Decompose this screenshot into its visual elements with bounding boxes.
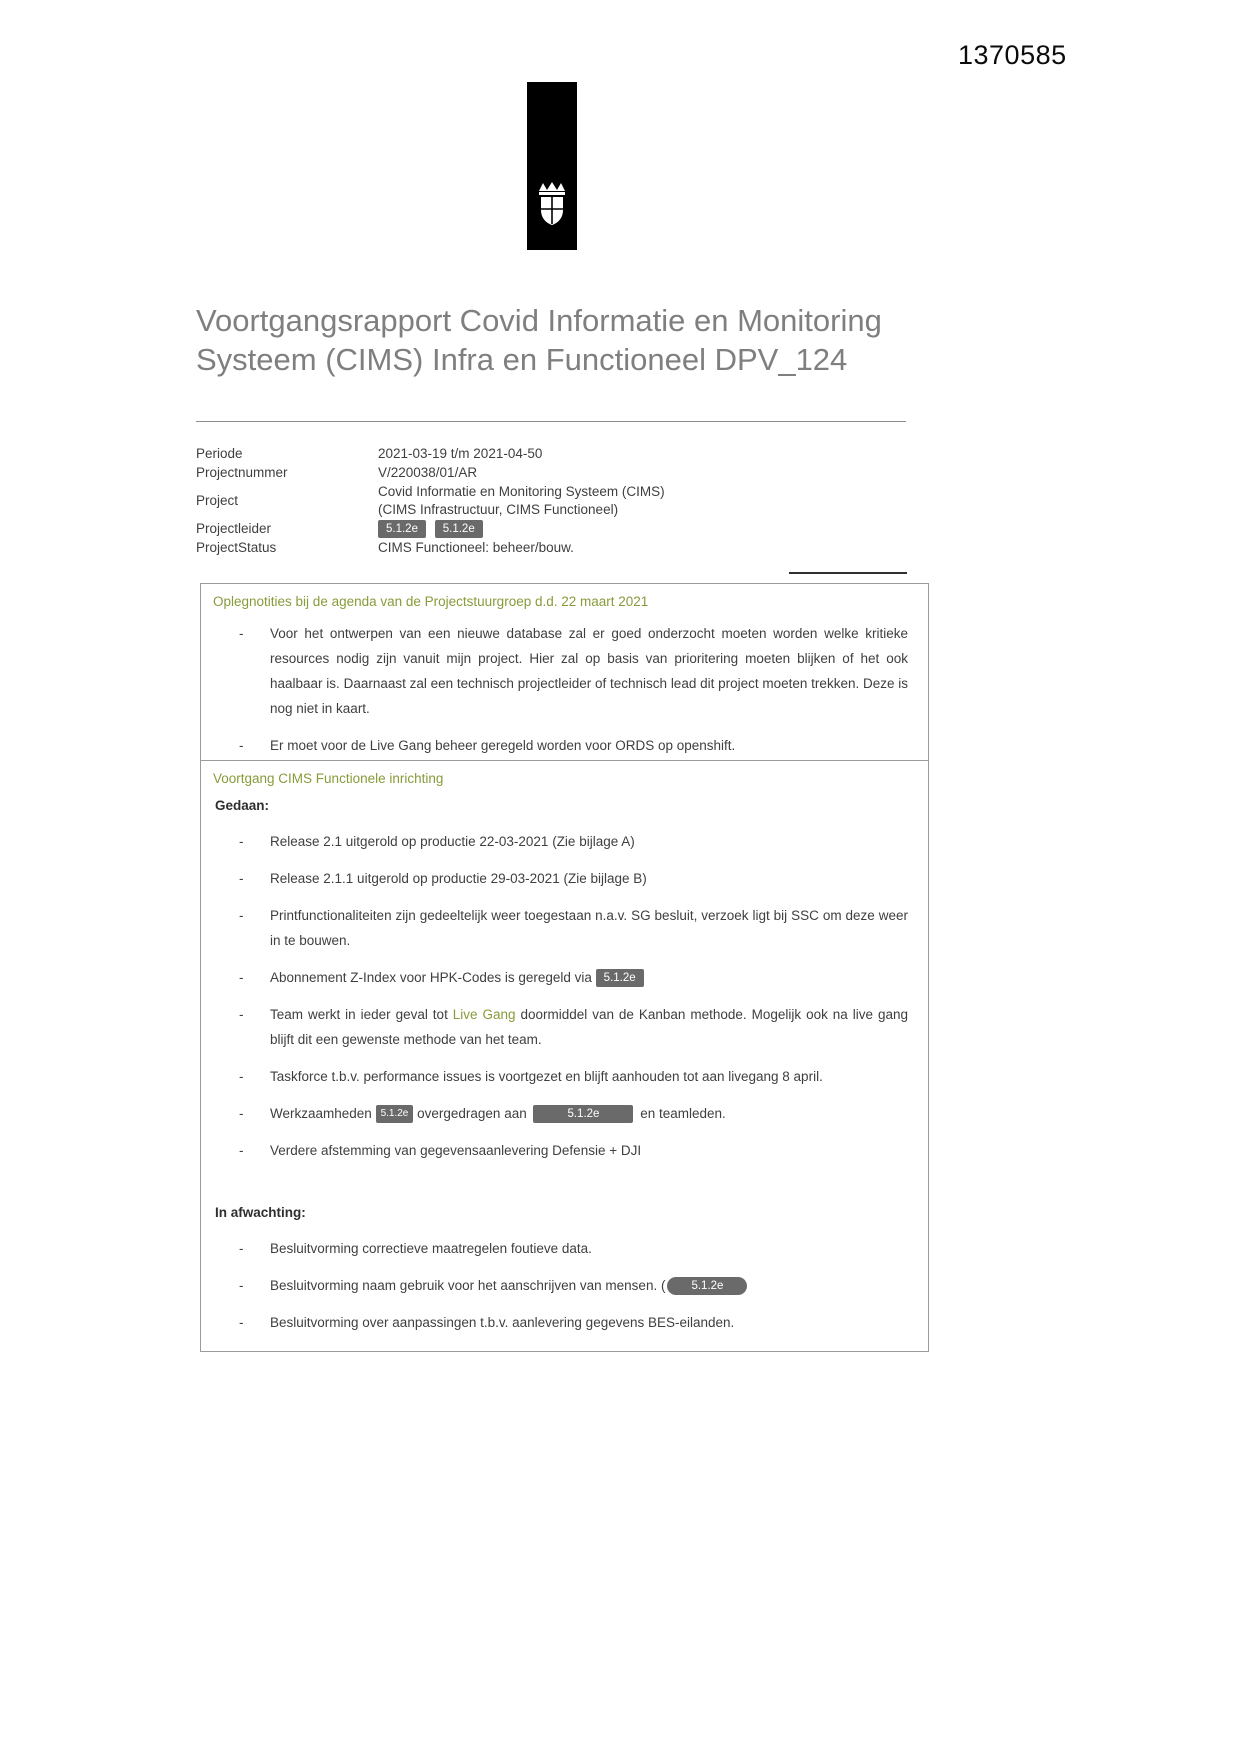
meta-row-projectstatus	[196, 539, 816, 557]
list-item-text: - Er moet voor de Live Gang beheer geregeld worden voor ORDS op openshift.	[270, 738, 736, 753]
meta-label: Project	[196, 493, 239, 508]
voortgang-box	[200, 760, 929, 1352]
meta-label: Projectnummer	[196, 465, 288, 480]
item-text-segment: Team werkt in ieder geval tot	[270, 1007, 453, 1022]
item-text-segment: Abonnement Z-Index voor HPK-Codes is geregeld via	[270, 970, 596, 985]
list-item-text	[270, 1101, 914, 1126]
section-heading-afwachting: In afwachting:	[215, 1205, 306, 1220]
list-item	[213, 903, 914, 953]
meta-value	[378, 520, 816, 538]
list-item	[213, 1138, 914, 1163]
meta-label: Periode	[196, 446, 243, 461]
oplegnotities-box	[200, 583, 929, 771]
list-item	[213, 733, 914, 758]
list-item	[213, 965, 914, 990]
item-text-segment: overgedragen aan	[413, 1106, 531, 1121]
item-text-segment: Werkzaamheden	[270, 1106, 376, 1121]
list-item	[213, 1273, 914, 1298]
section-divider	[789, 572, 907, 574]
meta-label: ProjectStatus	[196, 540, 277, 556]
redaction-chip: 5.1.2e	[596, 969, 644, 987]
page-title	[196, 301, 956, 379]
list-item-text: - Release 2.1 uitgerold op productie 22-03-2021 (Zie bijlage A)	[270, 834, 635, 849]
item-text-segment: doormiddel van de Kanban methode. Mogelijk ook na live gang blijft dit een gewenste methode van het team.	[270, 1007, 908, 1047]
box-title: Oplegnotities bij de agenda van de Projectstuurgroep d.d. 22 maart 2021	[213, 594, 649, 609]
highlighted-text: Live Gang	[452, 1007, 516, 1022]
meta-row-project	[196, 483, 816, 519]
meta-label: Projectleider	[196, 521, 272, 537]
list-item-text: - Verdere afstemming van gegevensaanlevering Defensie + DJI	[270, 1143, 642, 1158]
list-item-text	[270, 1002, 914, 1052]
meta-row-projectnummer	[196, 464, 816, 482]
list-item	[213, 1236, 914, 1261]
meta-value: V/220038/01/AR	[378, 465, 478, 480]
item-text-segment: en teamleden.	[636, 1106, 726, 1121]
meta-value: CIMS Functioneel: beheer/bouw.	[378, 540, 574, 556]
redaction-chip: 5.1.2e	[378, 520, 426, 538]
list-item-text	[270, 1273, 914, 1298]
list-item-text	[270, 965, 914, 990]
list-item	[213, 1310, 914, 1335]
list-item	[213, 1064, 914, 1089]
list-item	[213, 829, 914, 854]
item-text-segment: Besluitvorming naam gebruik voor het aanschrijven van mensen. (	[270, 1278, 666, 1293]
list-item-text: - Voor het ontwerpen van een nieuwe database zal er goed onderzocht moeten worden welke kritieke resources nodig zijn vanuit mijn project. Hier zal op basis van prioritering moeten blijken of het ook haalbaar is. Daarnaast zal een technisch projectleider of technisch lead dit project moeten trekken. Deze is nog niet in kaart.	[270, 626, 908, 716]
meta-value-line2: (CIMS Infrastructuur, CIMS Functioneel)	[378, 502, 619, 517]
meta-row-projectleider	[196, 520, 816, 538]
list-item-text: - Taskforce t.b.v. performance issues is voortgezet en blijft aanhouden tot aan livegang 8 april.	[270, 1069, 823, 1084]
list-item	[213, 866, 914, 891]
redaction-chip: 5.1.2e	[533, 1105, 633, 1123]
coat-of-arms-icon	[533, 180, 571, 226]
redaction-chip: 5.1.2e	[435, 520, 483, 538]
meta-value-line1: Covid Informatie en Monitoring Systeem (CIMS)	[378, 484, 665, 499]
meta-value	[378, 483, 816, 519]
page-title-line2: Systeem (CIMS) Infra en Functioneel DPV_124	[196, 342, 848, 377]
title-divider	[196, 421, 906, 422]
rijksoverheid-logo	[527, 82, 577, 250]
list-item-text: - Printfunctionaliteiten zijn gedeeltelijk weer toegestaan n.a.v. SG besluit, verzoek ligt bij SSC om deze weer in te bouwen.	[270, 908, 908, 948]
list-item	[213, 1101, 914, 1126]
section-heading-gedaan: Gedaan:	[215, 798, 270, 813]
list-item-text: - Besluitvorming correctieve maatregelen foutieve data.	[270, 1241, 592, 1256]
list-item	[213, 621, 914, 721]
meta-row-periode	[196, 445, 816, 463]
list-item-text: - Besluitvorming over aanpassingen t.b.v. aanlevering gegevens BES-eilanden.	[270, 1315, 735, 1330]
meta-value: 2021-03-19 t/m 2021-04-50	[378, 446, 543, 461]
redaction-chip: 5.1.2e	[667, 1277, 747, 1295]
redaction-chip: 5.1.2e	[376, 1105, 414, 1123]
list-item	[213, 1002, 914, 1052]
metadata-table	[196, 445, 816, 558]
page-title-line1: Voortgangsrapport Covid Informatie en Monitoring	[196, 303, 882, 338]
list-item-text: - Release 2.1.1 uitgerold op productie 29-03-2021 (Zie bijlage B)	[270, 871, 647, 886]
document-number: 1370585	[958, 40, 1067, 70]
box-title: Voortgang CIMS Functionele inrichting	[213, 771, 444, 786]
